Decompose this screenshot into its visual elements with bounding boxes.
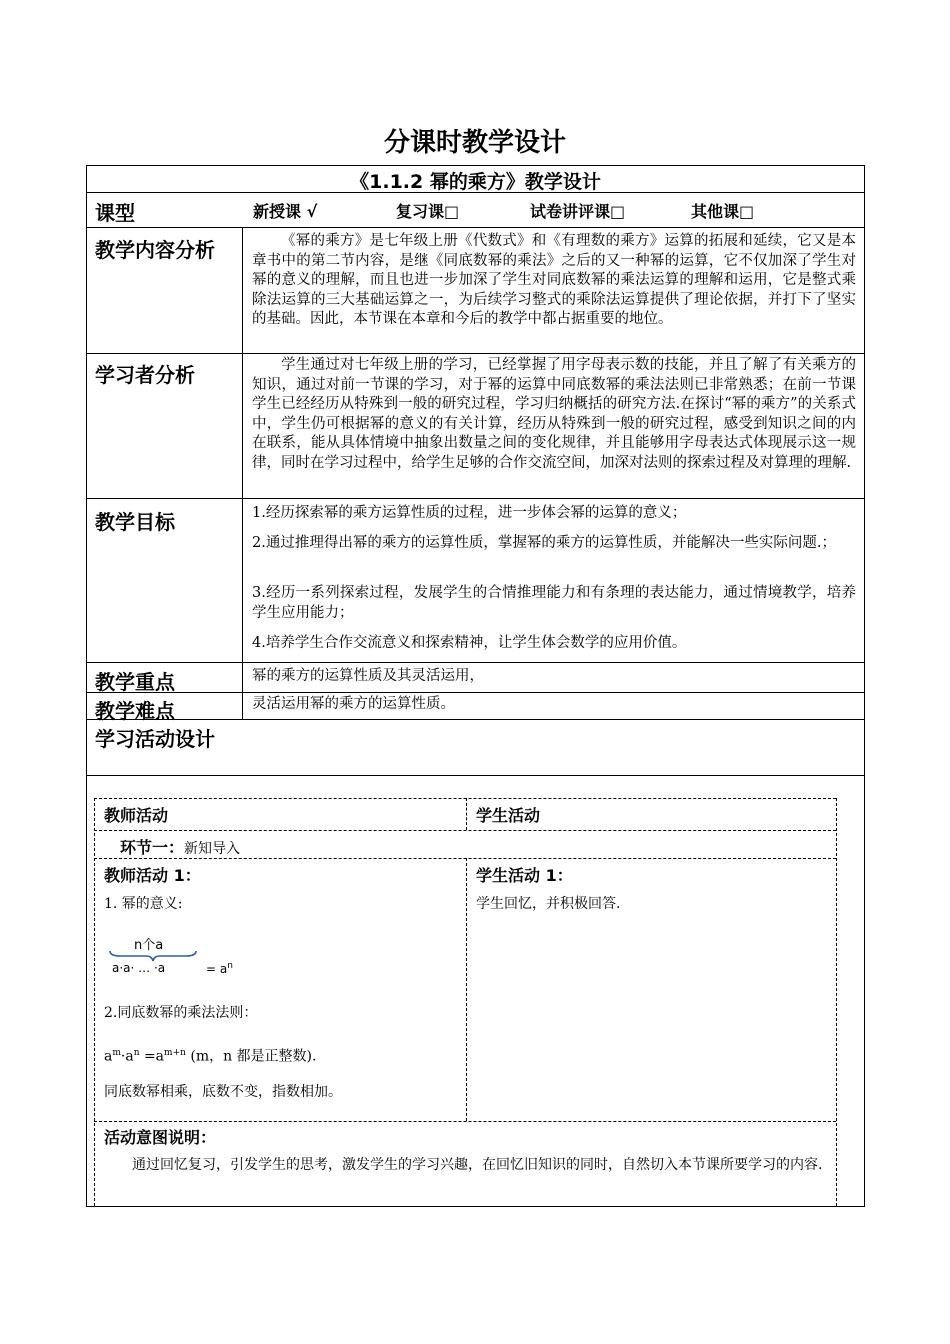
objective-item: 2.通过推理得出幂的乘方的运算性质，掌握幂的乘方的运算性质，并能解决一些实际问题.； (252, 535, 836, 551)
objective-item: 3.经历一系列探索过程，发展学生的合情推理能力和有条理的表达能力，通过情境教学，培养学生应用能力； (252, 585, 856, 621)
row-divider (87, 498, 864, 499)
dashed-rule (836, 798, 837, 1206)
power-result: = $a^n$ (206, 961, 233, 976)
row-divider (87, 353, 864, 354)
content-analysis-text: 《幂的乘方》是七年级上册《代数式》和《有理数的乘方》运算的拓展和延续，它又是本章书中的第二节内容，是继《同底数幂的乘法》之后的又一种幂的运算，它不仅加深了学生对幂的意义的理解，而且也进一步加深了学生对同底数幂的乘法运算的理解和运用，它是整式乘除法运算的三大基础运算之一，为后续学习整式的乘除法运算提供了理论依据，并打下了坚实的基础。因此，本节课在本章和今后的教学中都占据重要的地位。 (252, 233, 856, 327)
learner-analysis-label: 学习者分析 (95, 363, 195, 387)
dashed-rule (466, 798, 467, 830)
option-exam-review-lesson: 试卷讲评课□ (530, 202, 626, 221)
option-new-lesson: 新授课 √ (253, 202, 318, 221)
multiplication-rule-item: 2.同底数幂的乘法法则： (104, 1005, 258, 1021)
stage-one (120, 835, 240, 859)
brace-count-label: n个a (134, 938, 164, 953)
row-divider (87, 227, 864, 228)
stage-name: 新知导入 (184, 841, 241, 857)
course-type-label: 课型 (95, 201, 135, 225)
row-divider (87, 662, 864, 663)
activity-intent-label: 活动意图说明： (104, 1128, 217, 1147)
stage-label: 环节一： (120, 838, 185, 857)
difficulties-label: 教学难点 (95, 699, 175, 723)
rule-summary: 同底数幂相乘，底数不变，指数相加。 (104, 1084, 342, 1100)
objectives-label: 教学目标 (95, 510, 175, 534)
dashed-rule (94, 1121, 836, 1122)
student-activity-1-title: 学生活动 1： (476, 866, 573, 885)
teacher-activity-1-title: 教师活动 1： (104, 866, 201, 885)
dashed-rule (94, 798, 95, 1206)
column-divider (242, 227, 243, 719)
dashed-rule (94, 830, 836, 831)
activity-design-label: 学习活动设计 (95, 727, 215, 751)
row-divider (87, 719, 864, 720)
multiplication-rule-formula: $a^m\cdot a^n =a^{m+n}$ (m，n 都是正整数). (104, 1048, 317, 1065)
student-activity-header: 学生活动 (476, 806, 541, 825)
difficulties-text: 灵活运用幂的乘方的运算性质。 (252, 696, 455, 712)
teacher-activity-header: 教师活动 (104, 806, 169, 825)
row-divider (87, 775, 864, 776)
key-points-label: 教学重点 (95, 670, 175, 694)
objective-item: 1.经历探索幂的乘方运算性质的过程，进一步体会幂的运算的意义； (252, 505, 687, 521)
learner-analysis-text: 学生通过对七年级上册的学习，已经掌握了用字母表示数的技能，并且了解了有关乘方的知识，通过对前一节课的学习，对于幂的运算中同底数幂的乘法法则已非常熟悉；在前一节课学生已经经历从特殊到一般的研究过程，学习归纳概括的研究方法.在探讨“幂的乘方”的关系式中，学生仍可根据幂的意义的有关计算，经历从特殊到一般的研究过程，感受到知识之间的内在联系，能从具体情境中抽象出数量之间的变化规律，并且能够用字母表达式体现展示这一规律，同时在学习过程中，给学生足够的合作交流空间，加深对法则的探索过程及对算理的理解. (252, 357, 856, 471)
power-meaning-item: 1. 幂的意义: (104, 896, 183, 912)
content-analysis-label: 教学内容分析 (95, 238, 215, 262)
row-divider (87, 692, 864, 693)
page-title: 分课时教学设计 (383, 128, 566, 158)
activity-table (94, 798, 836, 1206)
lesson-title: 《1.1.2 幂的乘方》教学设计 (350, 171, 601, 193)
activity-intent-text: 通过回忆复习，引发学生的思考，激发学生的学习兴趣，在回忆旧知识的同时，自然切入本节课所要学习的内容. (132, 1157, 823, 1173)
option-other-lesson: 其他课□ (691, 202, 755, 221)
student-activity-text: 学生回忆，并积极回答. (476, 896, 621, 912)
option-review-lesson: 复习课□ (396, 202, 460, 221)
objective-item: 4.培养学生合作交流意义和探索精神，让学生体会数学的应用价值。 (252, 635, 687, 651)
key-points-text: 幂的乘方的运算性质及其灵活运用， (252, 668, 484, 684)
dashed-rule (466, 858, 467, 1121)
dashed-rule (94, 798, 836, 799)
product-expression: a·a· … ·a (112, 961, 166, 975)
dashed-rule (94, 1206, 836, 1207)
